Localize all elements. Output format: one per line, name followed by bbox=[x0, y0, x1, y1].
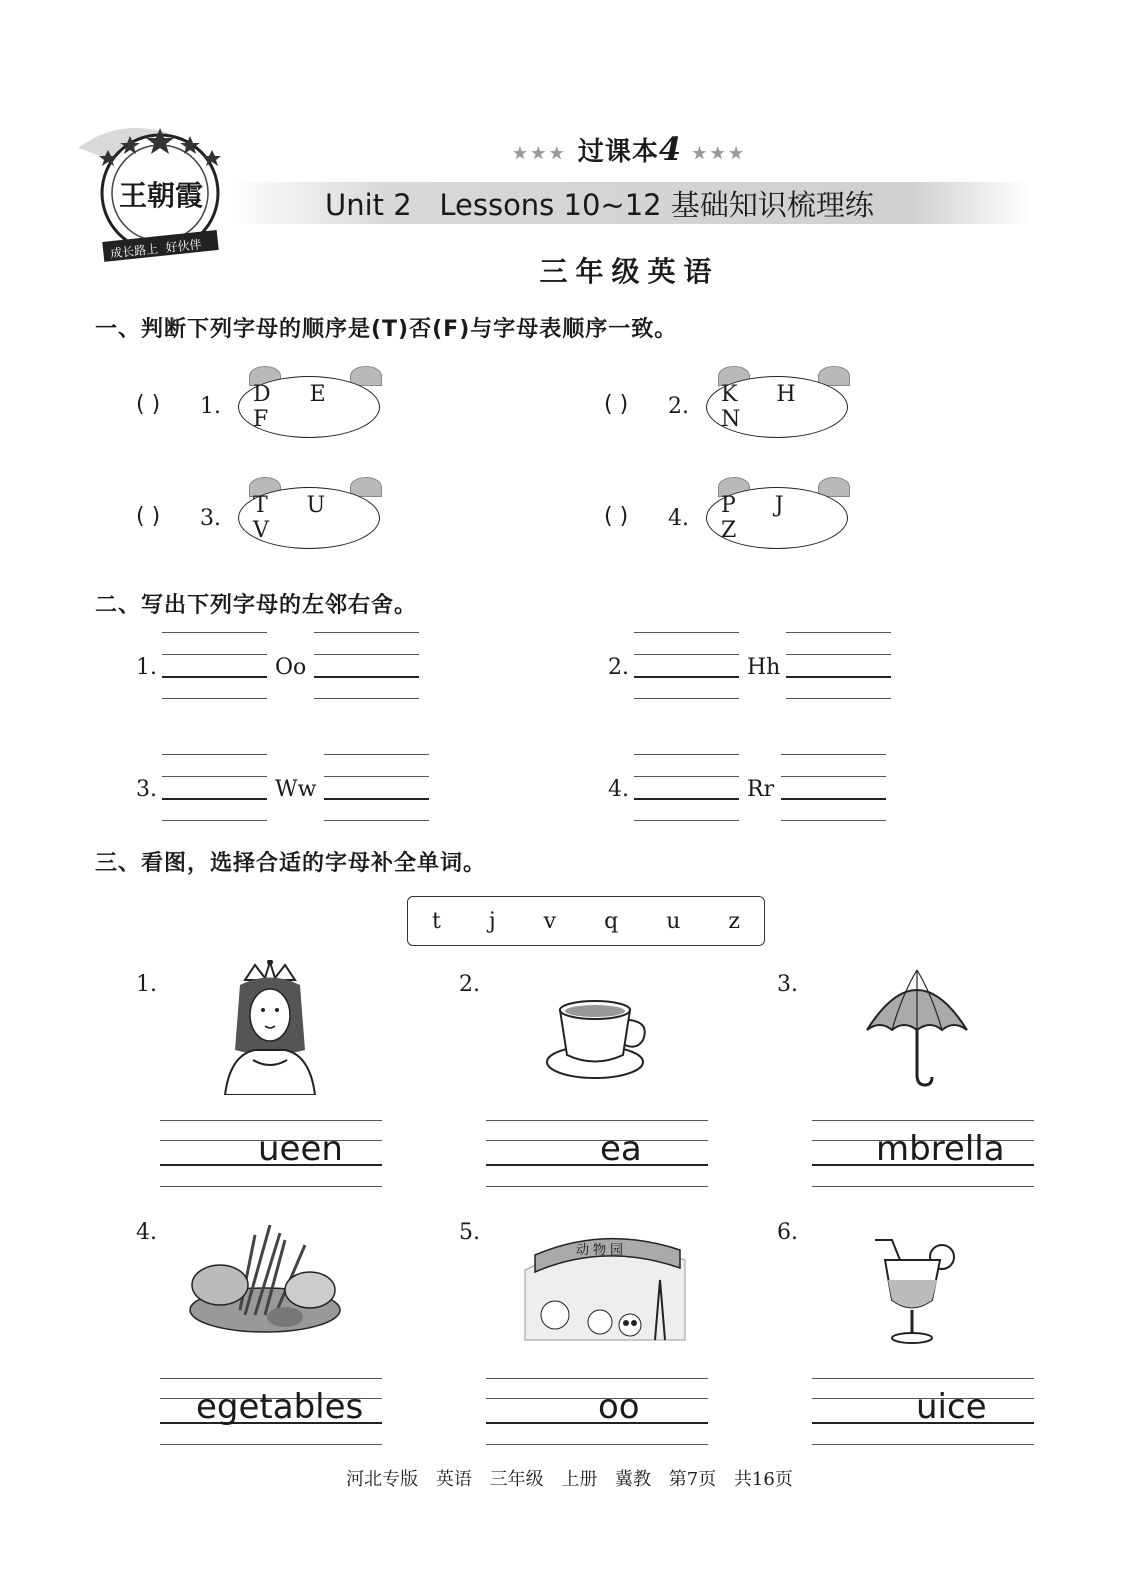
item-number: 2. bbox=[608, 655, 629, 680]
answer-lines-right[interactable] bbox=[786, 632, 891, 700]
writing-lines[interactable] bbox=[486, 1120, 708, 1190]
letter-oval: D E F bbox=[238, 376, 380, 438]
page-subject: 三年级英语 bbox=[539, 255, 720, 288]
logo-text: 王朝霞 bbox=[118, 179, 203, 212]
stars-right: ★★★ bbox=[692, 143, 748, 163]
partial-word: mbrella bbox=[876, 1129, 1005, 1169]
answer-lines-right[interactable] bbox=[314, 632, 419, 700]
answer-lines-left[interactable] bbox=[162, 754, 267, 822]
answer-lines-right[interactable] bbox=[781, 754, 886, 822]
letter-oval: P J Z bbox=[706, 487, 848, 549]
partial-word: ueen bbox=[258, 1129, 343, 1169]
answer-lines-right[interactable] bbox=[324, 754, 429, 822]
series-prefix: 过课本 bbox=[577, 137, 659, 167]
letter-oval: K H N bbox=[706, 376, 848, 438]
answer-paren[interactable]: ( ) bbox=[136, 392, 161, 417]
writing-lines[interactable] bbox=[160, 1120, 382, 1190]
answer-paren[interactable]: ( ) bbox=[604, 504, 629, 529]
item-number: 3. bbox=[777, 972, 798, 997]
answer-lines-left[interactable] bbox=[162, 632, 267, 700]
partial-word: ea bbox=[600, 1129, 642, 1169]
juice-glass-picture bbox=[870, 1235, 960, 1354]
logo-ribbon-text: 成长路上 好伙伴 bbox=[109, 237, 203, 261]
answer-paren[interactable]: ( ) bbox=[136, 504, 161, 529]
item-number: 3. bbox=[200, 506, 221, 531]
series-number: 4 bbox=[658, 130, 683, 168]
item-number: 5. bbox=[459, 1220, 480, 1245]
letter-choice: j bbox=[488, 908, 496, 934]
partial-word: egetables bbox=[196, 1387, 364, 1427]
section1-title: 一、判断下列字母的顺序是(T)否(F)与字母表顺序一致。 bbox=[95, 317, 678, 342]
writing-lines[interactable] bbox=[812, 1378, 1034, 1448]
partial-word: uice bbox=[916, 1387, 987, 1427]
given-letter: Oo bbox=[275, 655, 307, 680]
given-letter: Hh bbox=[747, 655, 781, 680]
item-number: 2. bbox=[668, 394, 689, 419]
section3-title: 三、看图，选择合适的字母补全单词。 bbox=[95, 851, 487, 876]
umbrella-picture bbox=[862, 965, 972, 1094]
item-number: 4. bbox=[136, 1220, 157, 1245]
unit-title: Unit 2 Lessons 10~12 基础知识梳理练 bbox=[325, 188, 874, 222]
queen-picture bbox=[215, 960, 325, 1099]
item-number: 1. bbox=[136, 972, 157, 997]
vegetables-picture bbox=[185, 1225, 345, 1339]
tea-cup-picture bbox=[545, 990, 655, 1089]
writing-lines[interactable] bbox=[486, 1378, 708, 1448]
answer-lines-left[interactable] bbox=[634, 754, 739, 822]
given-letter: Ww bbox=[275, 777, 317, 802]
partial-word: oo bbox=[598, 1387, 640, 1427]
given-letter: Rr bbox=[747, 777, 775, 802]
stars-left: ★★★ bbox=[512, 143, 568, 163]
item-number: 1. bbox=[136, 655, 157, 680]
zoo-sign-text: 动物园 bbox=[576, 1243, 628, 1258]
item-number: 1. bbox=[200, 394, 221, 419]
item-number: 6. bbox=[777, 1220, 798, 1245]
letter-choice: t bbox=[432, 908, 441, 934]
answer-paren[interactable]: ( ) bbox=[604, 392, 629, 417]
answer-lines-left[interactable] bbox=[634, 632, 739, 700]
series-title bbox=[500, 130, 760, 168]
letter-choice: v bbox=[543, 908, 557, 934]
item-number: 3. bbox=[136, 777, 157, 802]
letter-choice-box bbox=[407, 896, 765, 946]
letter-choice: z bbox=[728, 908, 740, 934]
item-number: 2. bbox=[459, 972, 480, 997]
page-footer: 河北专版 英语 三年级 上册 冀教 第7页 共16页 bbox=[346, 1469, 793, 1490]
section2-title: 二、写出下列字母的左邻右舍。 bbox=[95, 593, 418, 618]
item-number: 4. bbox=[668, 506, 689, 531]
letter-choice: q bbox=[604, 908, 619, 934]
writing-lines[interactable] bbox=[812, 1120, 1034, 1190]
letter-oval: T U V bbox=[238, 487, 380, 549]
item-number: 4. bbox=[608, 777, 629, 802]
letter-choice: u bbox=[666, 908, 681, 934]
writing-lines[interactable] bbox=[160, 1378, 382, 1448]
